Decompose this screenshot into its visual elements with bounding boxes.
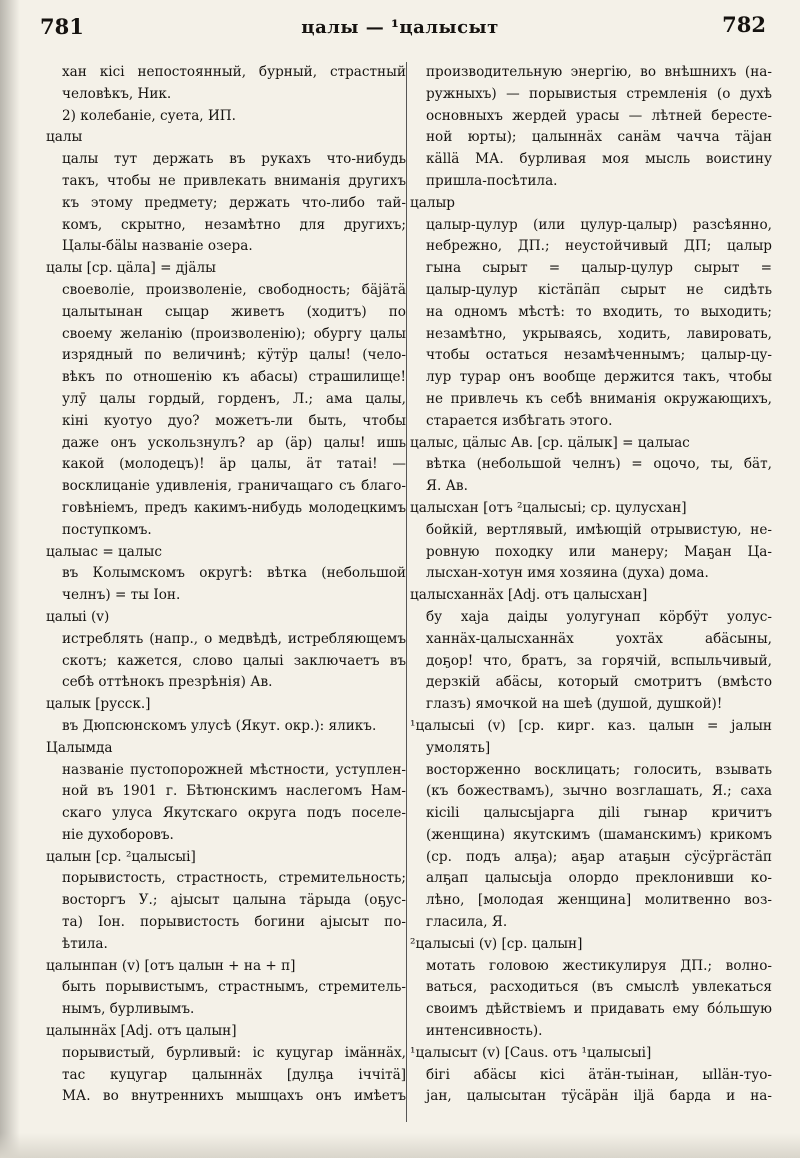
text-line: какой (молодецъ)! äр цалы, äт татаі! — — [62, 456, 406, 473]
text-line: основныхъ жердей урасы — лѣтней бересте- — [426, 107, 772, 124]
text-line: скаго улуса Якутскаго округа подъ поселе- — [62, 805, 406, 822]
text-line: лысхан-хотун имя хозяина (духа) дома. — [426, 565, 709, 582]
text-line: даже онъ ускользнулъ? ар (äр) цалы! ишь — [62, 434, 406, 451]
entry-headword-line: цалын [ср. ²цалысыі] — [46, 848, 196, 865]
text-line: мотать головою жестикулируя ДП.; волно- — [426, 957, 772, 974]
page-number-left: 781 — [40, 14, 84, 39]
text-line: челнъ) = ты Іон. — [62, 587, 181, 604]
entry-headword-line: цалыс, цäлыс Ав. [ср. цäлык] = цалыас — [410, 434, 690, 451]
text-line: цалыр-цулур (или цулур-цалыр) разсѣянно, — [426, 216, 772, 233]
text-line: глазъ) ямочкой на шеѣ (душой, душкой)! — [426, 696, 723, 713]
text-line: поступкомъ. — [62, 521, 152, 538]
text-line: интенсивность). — [426, 1023, 543, 1040]
text-line: ной юрты); цалыннäх санäм чачча тäjан — [426, 129, 772, 146]
entry-headword-line: цалы — [46, 129, 83, 146]
entry-headword-line: цалысхан [отъ ²цалысыі; ср. цулусхан] — [410, 499, 687, 516]
entry-headword-line: цалыннäх [Adj. отъ цалын] — [46, 1023, 237, 1040]
text-line: Цалы-бälы названіе озера. — [62, 238, 253, 255]
text-line: цалытынан сыцар живетъ (ходитъ) по — [62, 303, 406, 320]
text-line: вѣкъ по отношенію къ абасы) страшилище! — [62, 369, 406, 386]
text-line: дерзкій абäсы, который смотритъ (вмѣсто — [426, 674, 772, 691]
text-line: доҕор! что, братъ, за горячій, вспыльчивый, — [426, 652, 772, 669]
text-line: вѣтка (небольшой челнъ) = оцочо, ты, бäт, — [426, 456, 772, 473]
text-line: старается избѣгать этого. — [426, 412, 613, 429]
text-line: улӯ цалы гордый, горденъ, Л.; ама цалы, — [62, 390, 406, 407]
text-line: умолять] — [426, 739, 491, 756]
text-line: своеволіе, произволеніе, свободность; бäjäтä — [62, 281, 406, 298]
text-line: порывистый, бурливый: іс куцугар імäннäх, — [62, 1044, 406, 1061]
text-line: восторгъ У.; аjысыт цалына тäрыда (оҕус- — [62, 892, 406, 909]
text-line: (женщина) якутскимъ (шаманскимъ) крикомъ — [426, 826, 772, 843]
text-line: такъ, чтобы не привлекать вниманія другихъ — [62, 172, 406, 189]
page-header — [0, 0, 800, 50]
text-line: говѣніемъ, предъ какимъ-нибудь молодецкимъ — [62, 499, 406, 516]
text-line: лур турар онъ вообще держится такъ, чтобы — [426, 369, 772, 386]
text-line: бігі абäсы кісі äтäн-тыінан, ыlläн-туо- — [426, 1066, 772, 1083]
text-line: (къ божествамъ), зычно возглашать, Я.; саха — [426, 783, 772, 800]
text-line: комъ, скрытно, незамѣтно для другихъ; — [62, 216, 406, 233]
text-line: быть порывистымъ, страстнымъ, стремитель- — [62, 979, 406, 996]
text-line: ніе духоборовъ. — [62, 826, 174, 843]
entry-headword-line: цалыр — [410, 194, 456, 211]
text-line: своимъ дѣйствіемъ и придавать ему бóльшую — [426, 1001, 772, 1018]
text-line: кällä МА. бурливая моя мысль воистину — [426, 151, 772, 168]
text-line: 2) колебаніе, суета, ИП. — [62, 107, 236, 124]
text-line: чтобы остаться незамѣченнымъ; цалыр-цу- — [426, 347, 772, 364]
text-line: восторженно восклицать; голосить, взывать — [426, 761, 772, 778]
text-line: на одномъ мѣстѣ: то входить, то выходить; — [426, 303, 772, 320]
text-line: гына сырыт = цалыр-цулур сырыт = — [426, 260, 772, 277]
entry-headword-line: ¹цалысыі (v) [ср. кирг. каз. цалын = jалын — [410, 717, 772, 734]
text-line: тас куцугар цалыннäх [дулҕа іччітä] — [62, 1066, 406, 1083]
text-line: производительную энергію, во внѣшнихъ (на- — [426, 64, 772, 80]
text-line: порывистость, страстность, стремительность; — [62, 870, 406, 887]
text-line: бу хаjа даіды уолугунап кöрбӱт уолус- — [426, 608, 772, 625]
text-line: пришла-посѣтила. — [426, 172, 558, 189]
text-line: названіе пустопорожней мѣстности, уступлен- — [62, 761, 406, 778]
text-line: та) Іон. порывистость богини аjысыт по- — [62, 914, 406, 931]
text-line: Я. Ав. — [426, 478, 468, 495]
text-line: цалыр-цулур кістäпäп сырыт не сидѣть — [426, 281, 772, 298]
text-line: jан, цалысытан тӱсäрäн іljä барда и на- — [426, 1088, 772, 1105]
entry-headword-line: ²цалысыі (v) [ср. цалын] — [410, 935, 583, 952]
text-line: ровную походку или манеру; Маҕан Ца- — [426, 543, 772, 560]
text-line: ѣтила. — [62, 935, 108, 952]
text-line: лѣно, [молодая женщина] молитвенно воз- — [426, 892, 772, 909]
right-column — [410, 62, 772, 1108]
entry-headword-line: ¹цалысыт (v) [Caus. отъ ¹цалысыі] — [410, 1044, 652, 1061]
running-head: цалы — ¹цалысыт — [301, 17, 499, 38]
page-bottom-shadow — [0, 1133, 800, 1158]
page-number-right: 782 — [722, 12, 766, 37]
text-line: незамѣтно, укрываясь, ходить, лавировать, — [426, 325, 772, 342]
text-line: МА. во внутреннихъ мышцахъ онъ имѣетъ — [62, 1088, 406, 1105]
text-line: ружныхъ) — порывистыя стремленія (о духѣ — [426, 85, 772, 102]
entry-headword-line: цалынпан (v) [отъ цалын + на + п] — [46, 957, 296, 974]
text-line: ваться, расходиться (въ смыслѣ увлекаться — [426, 979, 772, 996]
text-line: хан кісі непостоянный, бурный, страстный — [62, 64, 406, 80]
text-line: въ Дюпсюнскомъ улусѣ (Якут. окр.): яликъ. — [62, 717, 377, 734]
text-line: изрядный по величинѣ; кӱтӱр цалы! (чело- — [62, 347, 406, 364]
text-line: скотъ; кажется, слово цалыі заключаетъ въ — [62, 652, 406, 669]
entry-headword-line: Цалымда — [46, 739, 113, 756]
entry-headword-line: цалыас = цалыс — [46, 543, 162, 560]
text-line: алҕап цалысыjа олордо преклонивши ко- — [426, 870, 772, 887]
text-line: небрежно, ДП.; неустойчивый ДП; цалыр — [426, 238, 772, 255]
column-divider — [406, 62, 407, 1122]
text-line: кіні куотуо дуо? можетъ-ли быть, чтобы — [62, 412, 406, 429]
text-line: кісіlі цалысыjарга діlі гынар кричитъ — [426, 805, 772, 822]
text-line: цалы тут держать въ рукахъ что-нибудь — [62, 151, 406, 168]
text-line: ной въ 1901 г. Бѣтюнскимъ наслегомъ Нам- — [62, 783, 406, 800]
entry-headword-line: цалысханнäх [Adj. отъ цалысхан] — [410, 587, 648, 604]
text-line: человѣкъ, Ник. — [62, 85, 172, 102]
text-line: (ср. подъ алҕа); аҕар атаҕын сӱсӱргäстäп — [426, 848, 772, 865]
text-line: въ Колымскомъ округѣ: вѣтка (небольшой — [62, 565, 406, 582]
entry-headword-line: цалы [ср. цäла] = дjäлы — [46, 260, 216, 277]
text-line: нымъ, бурливымъ. — [62, 1001, 195, 1018]
page-edge-shadow — [0, 0, 20, 1158]
text-line: истреблять (напр., о медвѣдѣ, истребляющемъ — [62, 630, 406, 647]
text-line: не привлечь къ себѣ вниманія окружающихъ, — [426, 390, 772, 407]
text-line: къ этому предмету; держать что-либо тай- — [62, 194, 406, 211]
text-line: гласила, Я. — [426, 914, 508, 931]
text-line: себѣ оттѣнокъ презрѣнія) Ав. — [62, 674, 273, 691]
entry-headword-line: цалык [русск.] — [46, 696, 151, 713]
text-line: восклицаніе удивленія, граничащаго съ благо- — [62, 478, 406, 495]
entry-headword-line: цалыі (v) — [46, 608, 110, 625]
left-column — [46, 62, 406, 1108]
text-line: бойкій, вертлявый, имѣющій отрывистую, не- — [426, 521, 772, 538]
text-line: своему желанію (произволенію); обургу цалы — [62, 325, 406, 342]
text-line: ханнäх-цалысханнäх уохтäх абäсыны, — [426, 630, 772, 647]
